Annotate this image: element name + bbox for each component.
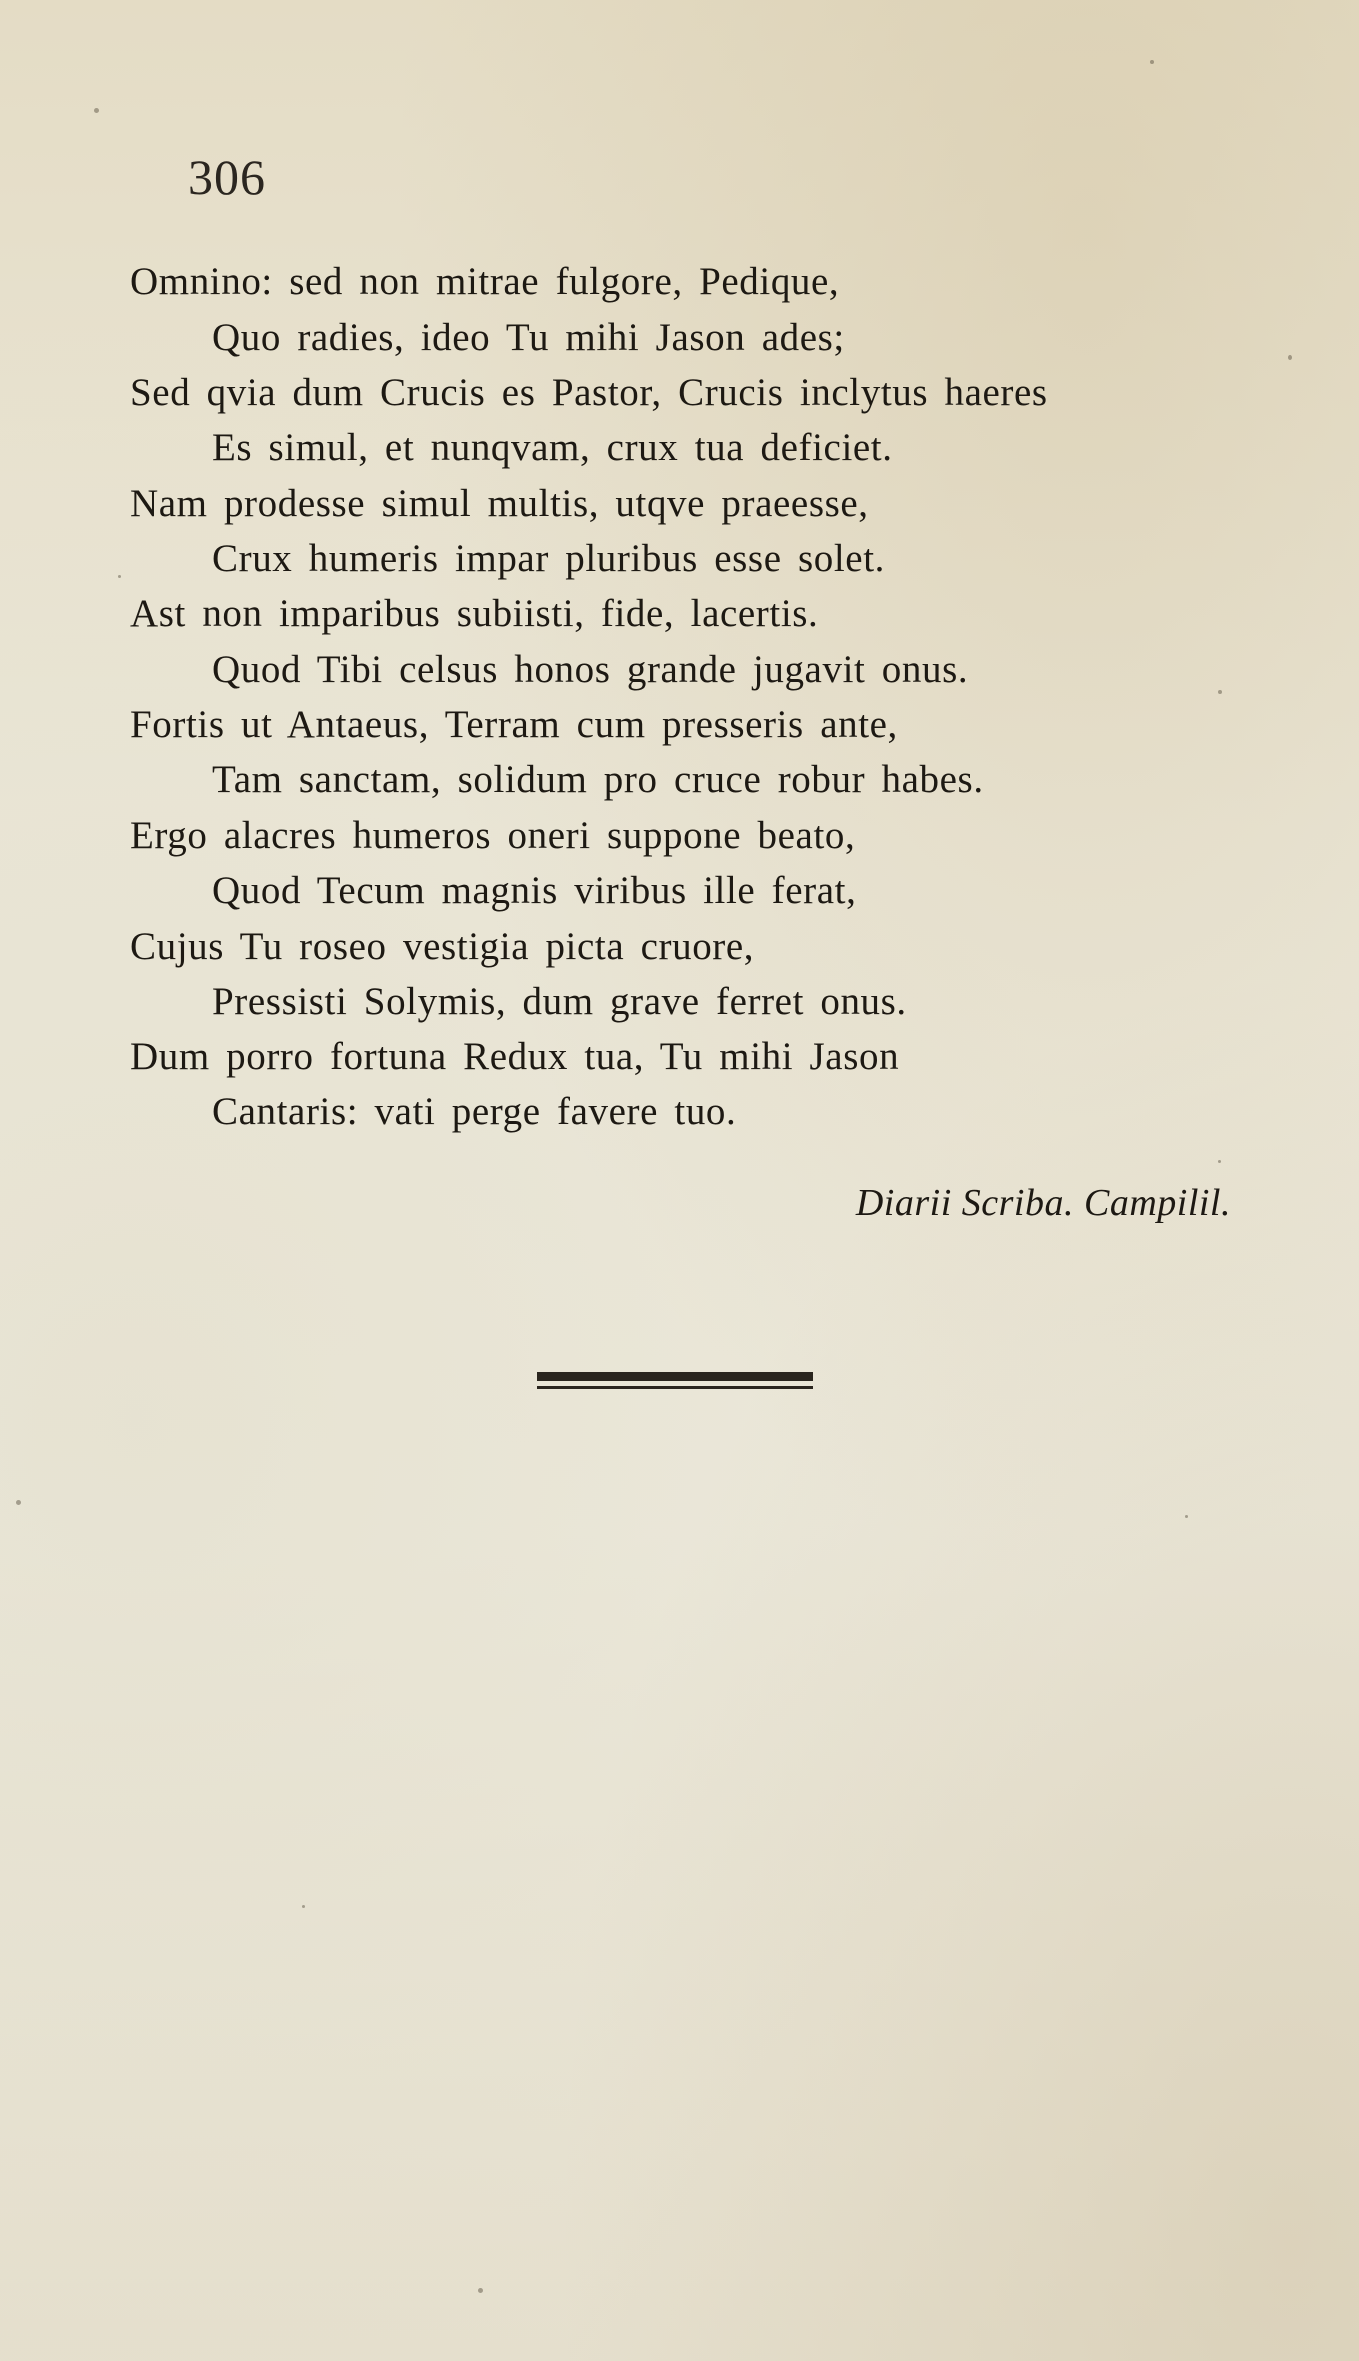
poem-line: Quo radies, ideo Tu mihi Jason ades; xyxy=(212,316,845,359)
poem-line: Nam prodesse simul multis, utqve praeesse, xyxy=(130,482,869,525)
poem-line: Crux humeris impar pluribus esse solet. xyxy=(212,537,885,580)
paper-speck xyxy=(94,108,99,113)
paper-speck xyxy=(1288,355,1292,360)
poem-line: Pressisti Solymis, dum grave ferret onus. xyxy=(212,980,907,1023)
poem-line: Cujus Tu roseo vestigia picta cruore, xyxy=(130,925,755,968)
poem-line: Tam sanctam, solidum pro cruce robur habes. xyxy=(212,758,984,801)
poem-line: Omnino: sed non mitrae fulgore, Pedique, xyxy=(130,260,840,303)
poem-line: Ast non imparibus subiisti, fide, lacertis. xyxy=(130,592,819,635)
paper-speck xyxy=(1185,1515,1188,1518)
poem-line: Fortis ut Antaeus, Terram cum presseris ante, xyxy=(130,703,898,746)
section-divider xyxy=(537,1372,813,1394)
signature: Diarii Scriba. Campilil. xyxy=(855,1182,1231,1224)
divider-thin-line xyxy=(537,1386,813,1389)
paper-speck xyxy=(118,575,121,578)
page-number: 306 xyxy=(188,149,266,205)
poem-line: Ergo alacres humeros oneri suppone beato, xyxy=(130,814,856,857)
poem-line: Cantaris: vati perge favere tuo. xyxy=(212,1090,737,1133)
poem-line: Quod Tecum magnis viribus ille ferat, xyxy=(212,869,857,912)
paper-speck xyxy=(1218,690,1222,694)
paper-speck xyxy=(16,1500,21,1505)
poem-line: Dum porro fortuna Redux tua, Tu mihi Jason xyxy=(130,1035,900,1078)
divider-thick-line xyxy=(537,1372,813,1381)
poem-line: Sed qvia dum Crucis es Pastor, Crucis inclytus haeres xyxy=(130,371,1048,414)
poem-line: Es simul, et nunqvam, crux tua deficiet. xyxy=(212,426,893,469)
paper-speck xyxy=(478,2288,483,2293)
poem-line: Quod Tibi celsus honos grande jugavit onus. xyxy=(212,648,969,691)
paper-speck xyxy=(1150,60,1154,64)
paper-speck xyxy=(302,1905,305,1908)
paper-speck xyxy=(1218,1160,1221,1163)
